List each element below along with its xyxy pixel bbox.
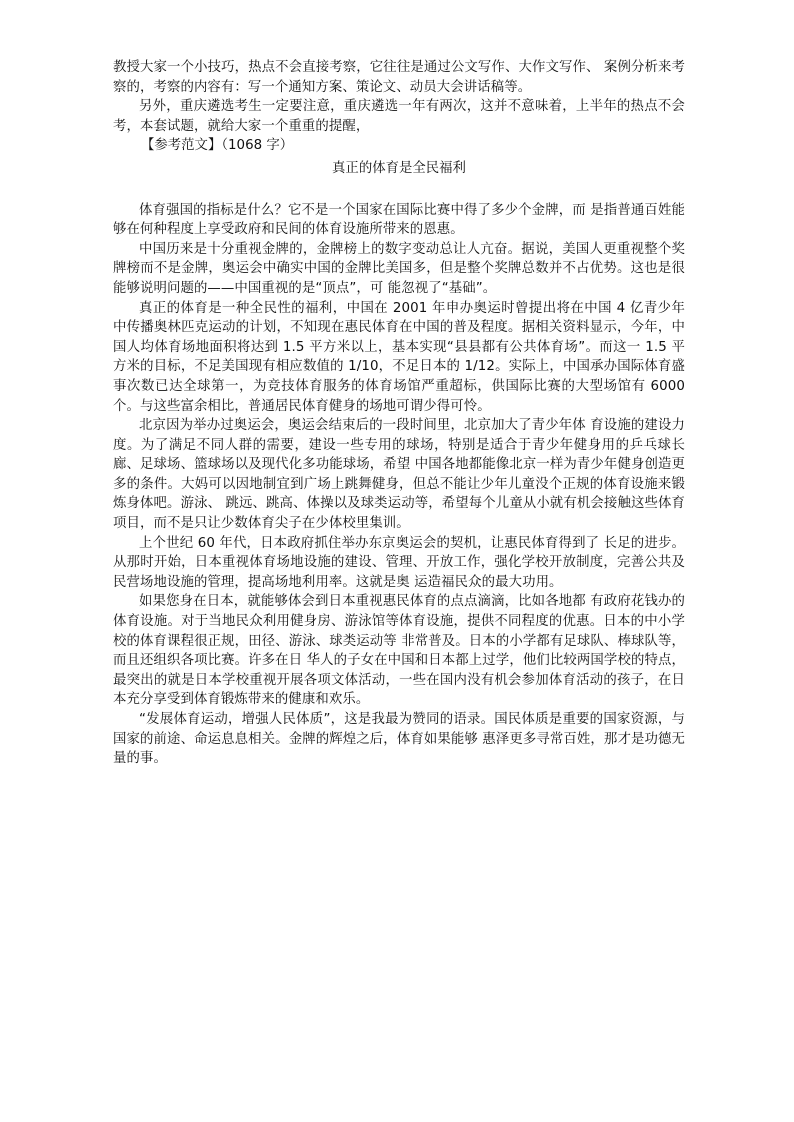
intro-paragraph-2: 另外，重庆遴选考生一定要注意，重庆遴选一年有两次，这并不意味着，上半年的热点不会考，本套试题，就给大家一个重重的提醒， (113, 99, 685, 134)
essay-paragraph: 体育强国的指标是什么？它不是一个国家在国际比赛中得了多少个金牌，而 是指普通百姓能够在何种程度上享受政府和民间的体育设施所带来的恩惠。 (113, 202, 685, 238)
essay-paragraph: 如果您身在日本，就能够体会到日本重视惠民体育的点点滴滴，比如各地都 有政府花钱办的体育设施。对于当地民众利用健身房、游泳馆等体育设施，提供不同程度的优惠。日本的中小学校的体育课程很正规，田径、游泳、球类运动等 非常普及。日本的小学都有足球队、棒球队等，而且还组织各项比赛。许多在日 华人的子女在中国和日本都上过学，他们比较两国学校的特点，最突出的就是日本学校重视开展各项文体活动，一些在国内没有机会参加体育活动的孩子，在日 本充分享受到体育锻炼带来的健康和欢乐。 (113, 594, 685, 708)
essay-paragraph: 真正的体育是一种全民性的福利，中国在 2001 年申办奥运时曾提出将在中国 4 亿青少年中传播奥林匹克运动的计划，不知现在惠民体育在中国的普及程度。据相关资料显示，今年，中国人均体育场地面积将达到 1.5 平方米以上，基本实现“县县都有公共体育场”。而这一 1.5 平方米的目标，不足美国现有相应数值的 1/10，不足日本的 1/12。实际上，中国承办国际体育盛事次数已达全球第一，为竞技体育服务的体育场馆严重超标，供国际比赛的大型场馆有 6000 个。与这些富余相比，普通居民体育健身的场地可谓少得可怜。 (113, 300, 685, 414)
essay-title: 真正的体育是全民福利 (332, 160, 466, 176)
essay-paragraph: 中国历来是十分重视金牌的，金牌榜上的数字变动总让人亢奋。据说，美国人更重视整个奖牌榜而不是金牌，奥运会中确实中国的金牌比美国多，但是整个奖牌总数并不占优势。这也是很能够说明问题的——中国重视的是“顶点”，可 能忽视了“基础”。 (113, 241, 685, 296)
essay-paragraph: “发展体育运动，增强人民体质”，这是我最为赞同的语录。国民体质是重要的国家资源，与国家的前途、命运息息相关。金牌的辉煌之后，体育如果能够 惠泽更多寻常百姓，那才是功德无量的事。 (113, 712, 685, 767)
essay-paragraph: 北京因为举办过奥运会，奥运会结束后的一段时间里，北京加大了青少年体 育设施的建设力度。为了满足不同人群的需要，建设一些专用的球场，特别是适合于青少年健身用的乒乓球长廊、足球场、篮球场以及现代化多功能球场，希望 中国各地都能像北京一样为青少年健身创造更多的条件。大妈可以因地制宜到广场上跳舞健身，但总不能让少年儿童没个正规的体育设施来锻炼身体吧。游泳、 跳远、跳高、体操以及球类运动等，希望每个儿童从小就有机会接触这些体育项目，而不是只让少数体育尖子在少体校里集训。 (113, 418, 685, 532)
essay-paragraph: 上个世纪 60 年代，日本政府抓住举办东京奥运会的契机，让惠民体育得到了 长足的进步。从那时开始，日本重视体育场地设施的建设、管理、开放工作，强化学校开放制度，完善公共及民营场地设施的管理，提高场地利用率。这就是奥 运造福民众的最大功用。 (113, 535, 685, 590)
intro-paragraph-1: 教授大家一个小技巧，热点不会直接考察，它往往是通过公文写作、大作文写作、 案例分析来考察的，考察的内容有：写一个通知方案、策论文、动员大会讲话稿等。 (113, 60, 685, 95)
title-spacing (113, 179, 685, 201)
document-page (113, 58, 685, 769)
reference-essay-label: 【参考范文】（1068 字） (141, 138, 294, 154)
